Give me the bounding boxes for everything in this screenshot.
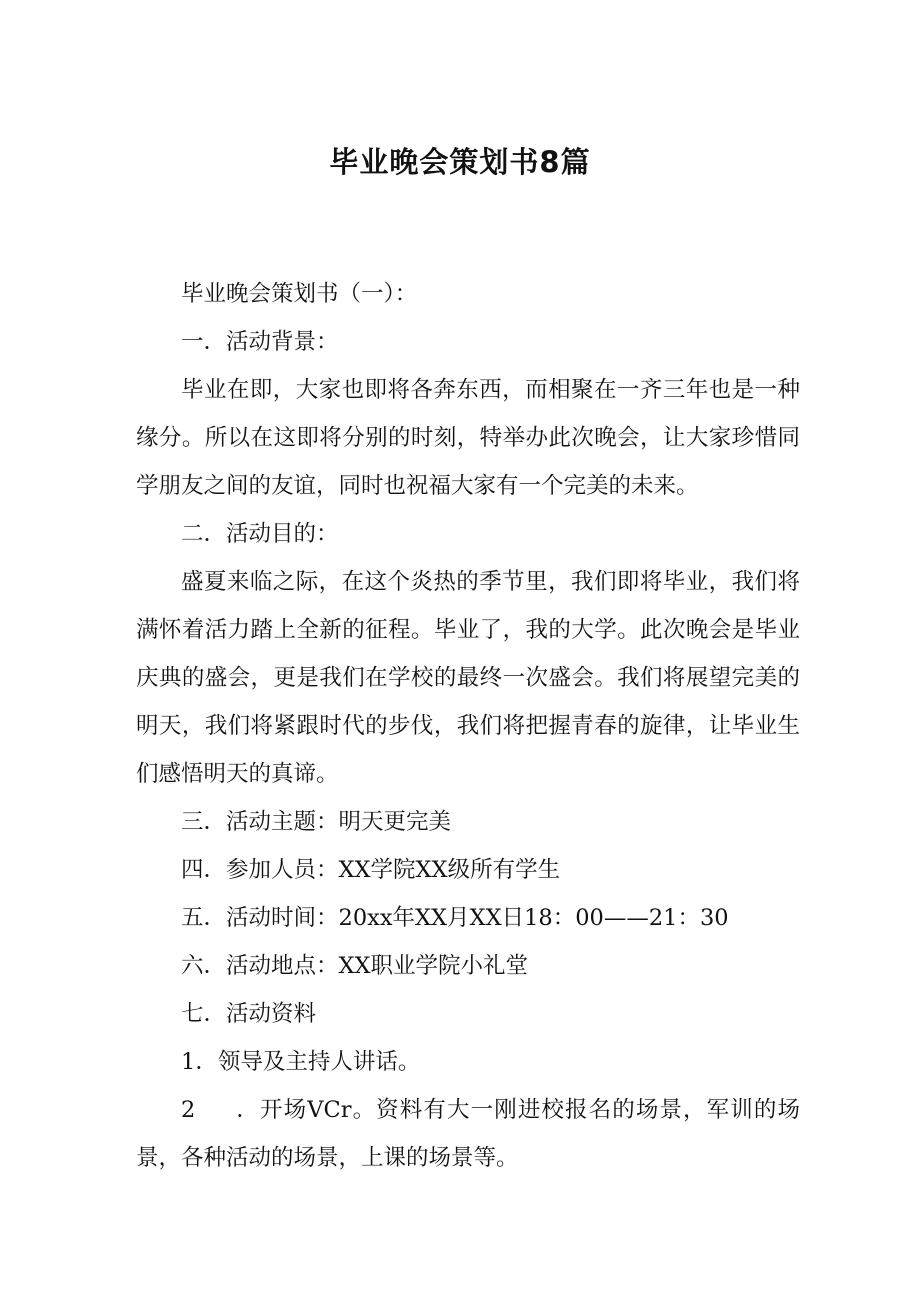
list-item-2-text: ．开场VCr。资料有大一刚进校报名的场景，军训的场景，各种活动的场景，上课的场景等。: [136, 1097, 800, 1171]
document-title: 毕业晚会策划书8篇: [329, 145, 591, 179]
list-item-1: 1．领导及主持人讲话。: [181, 1049, 421, 1075]
paragraph-heading: 毕业晚会策划书（一）：: [181, 281, 418, 307]
paragraph-purpose: 盛夏来临之际，在这个炎热的季节里，我们即将毕业，我们将满怀着活力踏上全新的征程。毕业了，我的大学。此次晚会是毕业庆典的盛会，更是我们在学校的最终一次盛会。我们将展望完美的明天，我们将紧跟时代的步伐，我们将把握青春的旋律，让毕业生们感悟明天的真谛。: [136, 569, 800, 787]
section-participants: 四．参加人员：XX学院XX级所有学生: [181, 857, 561, 883]
paragraph-background: 毕业在即，大家也即将各奔东西，而相聚在一齐三年也是一种缘分。所以在这即将分别的时刻，特举办此次晚会，让大家珍惜同学朋友之间的友谊，同时也祝福大家有一个完美的未来。: [136, 377, 800, 499]
section-time: 五．活动时间：20xx年XX月XX日18：00——21：30: [181, 905, 729, 931]
section-content-heading: 七．活动资料: [181, 1001, 317, 1027]
list-item-2: [136, 1086, 800, 1182]
section-location: 六．活动地点：XX职业学院小礼堂: [181, 953, 529, 979]
section-background-heading: 一．活动背景：: [181, 329, 339, 355]
section-purpose-heading: 二．活动目的：: [181, 521, 339, 547]
document-body: [136, 270, 800, 1182]
list-item-2-number: 2: [181, 1097, 196, 1123]
section-theme: 三．活动主题：明天更完美: [181, 809, 452, 835]
